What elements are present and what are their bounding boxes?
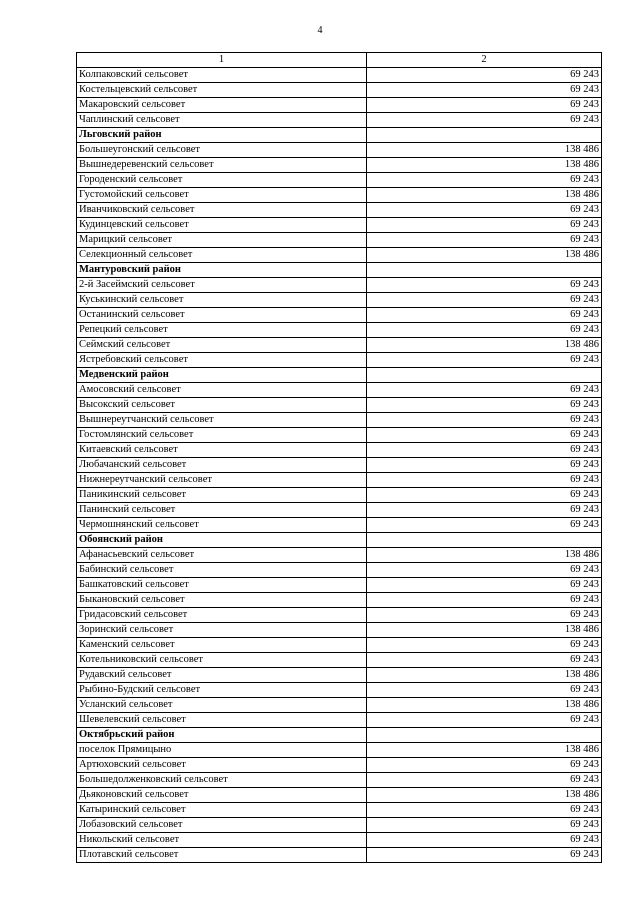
table-row (77, 248, 602, 263)
amount-cell: 138 486 (367, 143, 602, 158)
settlement-name: Чермошнянский сельсовет (77, 518, 367, 533)
amount-cell: 69 243 (367, 308, 602, 323)
table-row (77, 638, 602, 653)
table-row (77, 473, 602, 488)
amount-cell: 69 243 (367, 713, 602, 728)
table-row (77, 188, 602, 203)
table-row (77, 443, 602, 458)
column-header-1: 1 (77, 53, 367, 68)
settlement-name: Паникинский сельсовет (77, 488, 367, 503)
amount-cell: 69 243 (367, 68, 602, 83)
settlement-name: Высокский сельсовет (77, 398, 367, 413)
district-name: Мантуровский район (77, 263, 367, 278)
amount-cell: 138 486 (367, 248, 602, 263)
settlement-name: Лобазовский сельсовет (77, 818, 367, 833)
amount-cell: 69 243 (367, 503, 602, 518)
amount-cell: 69 243 (367, 233, 602, 248)
table-row (77, 518, 602, 533)
amount-cell: 69 243 (367, 293, 602, 308)
amount-cell: 69 243 (367, 458, 602, 473)
table-header-row (77, 53, 602, 68)
settlement-name: Нижнереутчанский сельсовет (77, 473, 367, 488)
settlement-name: Вышнедеревенский сельсовет (77, 158, 367, 173)
table-row (77, 278, 602, 293)
amount-cell: 138 486 (367, 623, 602, 638)
settlement-name: Сеймский сельсовет (77, 338, 367, 353)
settlement-name: Чаплинский сельсовет (77, 113, 367, 128)
table-row (77, 218, 602, 233)
amount-cell: 69 243 (367, 683, 602, 698)
table-row (77, 203, 602, 218)
table-row (77, 383, 602, 398)
table-row (77, 353, 602, 368)
amount-cell: 69 243 (367, 833, 602, 848)
amount-cell: 138 486 (367, 158, 602, 173)
table-row (77, 113, 602, 128)
settlement-name: Китаевский сельсовет (77, 443, 367, 458)
settlement-name: Плотавский сельсовет (77, 848, 367, 863)
table-row (77, 338, 602, 353)
settlement-name: Амосовский сельсовет (77, 383, 367, 398)
settlement-name: Вышнереутчанский сельсовет (77, 413, 367, 428)
settlement-name: Усланский сельсовет (77, 698, 367, 713)
settlement-name: Любачанский сельсовет (77, 458, 367, 473)
amount-cell: 69 243 (367, 818, 602, 833)
table-row (77, 848, 602, 863)
amount-cell: 69 243 (367, 758, 602, 773)
district-header-row (77, 728, 602, 743)
amount-cell: 69 243 (367, 638, 602, 653)
amount-cell: 69 243 (367, 218, 602, 233)
table-body (77, 68, 602, 863)
settlement-name: Гостомлянский сельсовет (77, 428, 367, 443)
settlement-name: Никольский сельсовет (77, 833, 367, 848)
amount-cell (367, 728, 602, 743)
table-row (77, 683, 602, 698)
amount-cell: 138 486 (367, 188, 602, 203)
table-row (77, 698, 602, 713)
table-row (77, 818, 602, 833)
table-row (77, 308, 602, 323)
settlement-name: поселок Прямицыно (77, 743, 367, 758)
table-row (77, 68, 602, 83)
amount-cell: 69 243 (367, 653, 602, 668)
amount-cell: 69 243 (367, 773, 602, 788)
settlement-name: 2-й Засеймский сельсовет (77, 278, 367, 293)
amount-cell: 69 243 (367, 383, 602, 398)
settlement-name: Селекционный сельсовет (77, 248, 367, 263)
amount-cell: 138 486 (367, 743, 602, 758)
table-row (77, 158, 602, 173)
column-header-2: 2 (367, 53, 602, 68)
table-row (77, 83, 602, 98)
settlement-name: Быкановский сельсовет (77, 593, 367, 608)
allocation-table (76, 52, 602, 863)
district-name: Обоянский район (77, 533, 367, 548)
amount-cell (367, 128, 602, 143)
district-name: Октябрьский район (77, 728, 367, 743)
table-row (77, 293, 602, 308)
district-header-row (77, 128, 602, 143)
amount-cell (367, 533, 602, 548)
settlement-name: Рыбино-Будский сельсовет (77, 683, 367, 698)
table-row (77, 413, 602, 428)
settlement-name: Катыринский сельсовет (77, 803, 367, 818)
amount-cell: 69 243 (367, 518, 602, 533)
settlement-name: Дьяконовский сельсовет (77, 788, 367, 803)
table-row (77, 548, 602, 563)
settlement-name: Рудавский сельсовет (77, 668, 367, 683)
settlement-name: Гридасовский сельсовет (77, 608, 367, 623)
amount-cell: 69 243 (367, 413, 602, 428)
table-row (77, 713, 602, 728)
amount-cell: 69 243 (367, 323, 602, 338)
settlement-name: Афанасьевский сельсовет (77, 548, 367, 563)
table-row (77, 833, 602, 848)
table-row (77, 668, 602, 683)
settlement-name: Артюховский сельсовет (77, 758, 367, 773)
amount-cell: 69 243 (367, 278, 602, 293)
table-row (77, 323, 602, 338)
settlement-name: Макаровский сельсовет (77, 98, 367, 113)
settlement-name: Каменский сельсовет (77, 638, 367, 653)
table-row (77, 593, 602, 608)
settlement-name: Марицкий сельсовет (77, 233, 367, 248)
amount-cell: 138 486 (367, 548, 602, 563)
settlement-name: Панинский сельсовет (77, 503, 367, 518)
table-row (77, 98, 602, 113)
amount-cell: 69 243 (367, 83, 602, 98)
table-row (77, 773, 602, 788)
table-row (77, 233, 602, 248)
table-row (77, 803, 602, 818)
amount-cell: 69 243 (367, 488, 602, 503)
amount-cell: 69 243 (367, 398, 602, 413)
settlement-name: Репецкий сельсовет (77, 323, 367, 338)
table-row (77, 578, 602, 593)
amount-cell: 69 243 (367, 173, 602, 188)
district-header-row (77, 368, 602, 383)
amount-cell: 69 243 (367, 593, 602, 608)
settlement-name: Большедолженковский сельсовет (77, 773, 367, 788)
settlement-name: Кудинцевский сельсовет (77, 218, 367, 233)
table-row (77, 458, 602, 473)
settlement-name: Густомойский сельсовет (77, 188, 367, 203)
amount-cell: 69 243 (367, 113, 602, 128)
amount-cell: 69 243 (367, 608, 602, 623)
amount-cell: 138 486 (367, 788, 602, 803)
amount-cell: 69 243 (367, 428, 602, 443)
settlement-name: Костельцевский сельсовет (77, 83, 367, 98)
amount-cell: 69 243 (367, 803, 602, 818)
amount-cell: 138 486 (367, 338, 602, 353)
settlement-name: Котельниковский сельсовет (77, 653, 367, 668)
table-row (77, 428, 602, 443)
table-row (77, 563, 602, 578)
district-header-row (77, 533, 602, 548)
amount-cell: 69 243 (367, 98, 602, 113)
settlement-name: Иванчиковский сельсовет (77, 203, 367, 218)
district-name: Льговский район (77, 128, 367, 143)
settlement-name: Шевелевский сельсовет (77, 713, 367, 728)
settlement-name: Куськинский сельсовет (77, 293, 367, 308)
settlement-name: Бабинский сельсовет (77, 563, 367, 578)
settlement-name: Башкатовский сельсовет (77, 578, 367, 593)
amount-cell: 69 243 (367, 473, 602, 488)
table-row (77, 503, 602, 518)
amount-cell (367, 263, 602, 278)
district-header-row (77, 263, 602, 278)
amount-cell: 69 243 (367, 848, 602, 863)
settlement-name: Колпаковский сельсовет (77, 68, 367, 83)
table-row (77, 488, 602, 503)
table-row (77, 788, 602, 803)
table-row (77, 173, 602, 188)
settlement-name: Городенский сельсовет (77, 173, 367, 188)
amount-cell: 69 243 (367, 578, 602, 593)
district-name: Медвенский район (77, 368, 367, 383)
amount-cell: 138 486 (367, 668, 602, 683)
settlement-name: Большеугонский сельсовет (77, 143, 367, 158)
table-row (77, 653, 602, 668)
page-number: 4 (317, 25, 323, 36)
table-row (77, 608, 602, 623)
settlement-name: Останинский сельсовет (77, 308, 367, 323)
table-row (77, 398, 602, 413)
table-row (77, 743, 602, 758)
settlement-name: Зоринский сельсовет (77, 623, 367, 638)
amount-cell: 138 486 (367, 698, 602, 713)
table-row (77, 143, 602, 158)
amount-cell: 69 243 (367, 353, 602, 368)
amount-cell (367, 368, 602, 383)
amount-cell: 69 243 (367, 563, 602, 578)
amount-cell: 69 243 (367, 203, 602, 218)
amount-cell: 69 243 (367, 443, 602, 458)
table-row (77, 623, 602, 638)
table-row (77, 758, 602, 773)
settlement-name: Ястребовский сельсовет (77, 353, 367, 368)
